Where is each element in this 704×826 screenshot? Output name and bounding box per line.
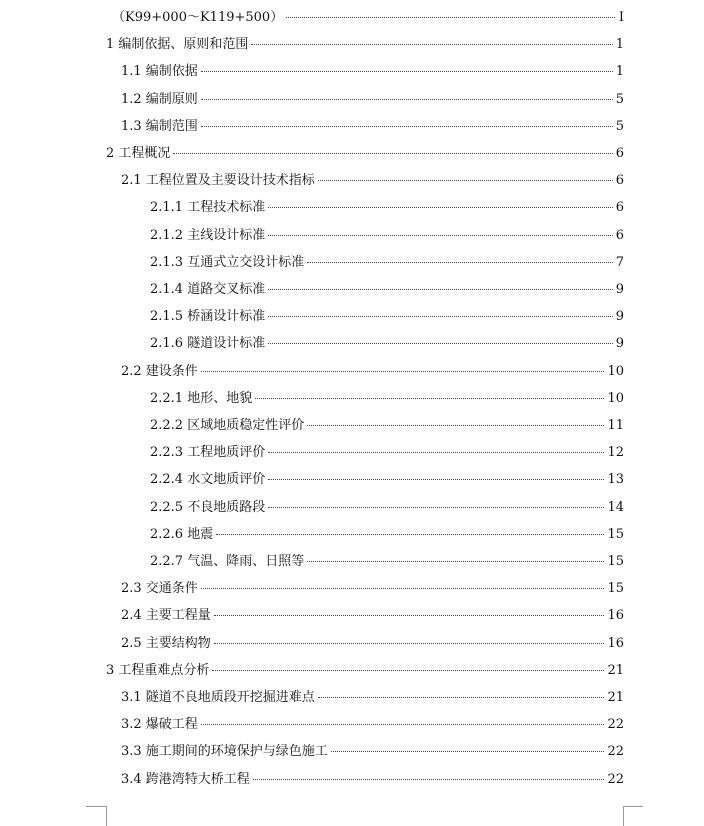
toc-dot-leader bbox=[173, 153, 612, 154]
toc-entry-title: 2.2.7 气温、降雨、日照等 bbox=[150, 554, 305, 569]
toc-entry-title: 2.1.4 道路交叉标准 bbox=[150, 282, 266, 297]
toc-entry-page-number: 10 bbox=[607, 363, 624, 379]
toc-dot-leader bbox=[201, 99, 613, 100]
toc-entry[interactable] bbox=[121, 741, 624, 763]
toc-entry-page-number: 13 bbox=[607, 472, 624, 488]
toc-entry-title: 2.2.2 区域地质稳定性评价 bbox=[150, 418, 305, 433]
toc-dot-leader bbox=[318, 180, 613, 181]
toc-entry-title: 1.3 编制范围 bbox=[121, 118, 198, 134]
toc-entry-title: 2.1 工程位置及主要设计技术指标 bbox=[121, 173, 315, 189]
toc-dot-leader bbox=[307, 262, 613, 263]
toc-entry-page-number: 6 bbox=[615, 200, 624, 216]
toc-dot-leader bbox=[331, 751, 605, 752]
toc-entry[interactable] bbox=[112, 7, 624, 29]
toc-entry[interactable] bbox=[150, 469, 624, 491]
toc-entry-page-number: 22 bbox=[607, 717, 624, 733]
toc-dot-leader bbox=[268, 235, 613, 236]
toc-entry[interactable] bbox=[121, 170, 624, 192]
toc-entry-page-number: 16 bbox=[607, 608, 624, 624]
toc-dot-leader bbox=[201, 71, 613, 72]
toc-dot-leader bbox=[268, 507, 604, 508]
toc-entry-title: 2 工程概况 bbox=[106, 146, 171, 161]
toc-entry-title: 2.2 建设条件 bbox=[121, 363, 198, 379]
toc-entry[interactable] bbox=[150, 197, 624, 219]
toc-dot-leader bbox=[214, 643, 605, 644]
toc-entry[interactable] bbox=[150, 551, 624, 573]
toc-entry-page-number: 7 bbox=[615, 254, 624, 270]
toc-entry-page-number: 1 bbox=[615, 37, 624, 53]
toc-dot-leader bbox=[268, 316, 613, 317]
toc-entry-page-number: 15 bbox=[607, 554, 624, 569]
toc-entry-title: 2.4 主要工程量 bbox=[121, 608, 211, 624]
toc-entry-title: 2.2.1 地形、地貌 bbox=[150, 390, 253, 406]
toc-dot-leader bbox=[268, 343, 613, 344]
toc-entry[interactable] bbox=[150, 252, 624, 274]
toc-dot-leader bbox=[268, 452, 604, 453]
toc-entry[interactable] bbox=[121, 769, 624, 791]
toc-dot-leader bbox=[286, 17, 615, 18]
toc-entry[interactable] bbox=[121, 578, 624, 600]
page-corner-mark-bottom-right-vertical bbox=[623, 806, 624, 826]
toc-entry[interactable] bbox=[106, 143, 624, 165]
toc-entry-page-number: 15 bbox=[607, 526, 624, 542]
toc-entry-page-number: 12 bbox=[607, 445, 624, 461]
page-corner-mark-bottom-left bbox=[86, 806, 106, 807]
toc-dot-leader bbox=[268, 207, 613, 208]
toc-entry-page-number: 9 bbox=[615, 282, 624, 297]
toc-entry[interactable] bbox=[150, 279, 624, 301]
toc-entry[interactable] bbox=[150, 333, 624, 355]
toc-entry-page-number: 9 bbox=[615, 309, 624, 325]
toc-entry-title: 3.3 施工期间的环境保护与绿色施工 bbox=[121, 744, 328, 760]
toc-dot-leader bbox=[255, 398, 604, 399]
toc-entry-title: 2.2.3 工程地质评价 bbox=[150, 445, 266, 461]
toc-dot-leader bbox=[268, 289, 613, 290]
toc-dot-leader bbox=[201, 126, 613, 127]
toc-entry-title: 2.1.2 主线设计标准 bbox=[150, 227, 266, 243]
toc-entry-title: 2.1.6 隧道设计标准 bbox=[150, 336, 266, 352]
toc-entry-title: 2.5 主要结构物 bbox=[121, 635, 211, 651]
toc-dot-leader bbox=[212, 670, 604, 671]
toc-entry-title: 3.1 隧道不良地质段开挖掘进难点 bbox=[121, 690, 315, 705]
toc-entry[interactable] bbox=[150, 388, 624, 410]
page-corner-mark-bottom-left-vertical bbox=[106, 806, 107, 826]
toc-entry[interactable] bbox=[106, 34, 624, 56]
toc-dot-leader bbox=[201, 724, 605, 725]
toc-dot-leader bbox=[318, 697, 605, 698]
toc-entry-page-number: 16 bbox=[607, 635, 624, 651]
toc-entry[interactable] bbox=[121, 605, 624, 627]
toc-entry-page-number: 6 bbox=[615, 227, 624, 243]
toc-entry-page-number: 9 bbox=[615, 336, 624, 352]
toc-entry[interactable] bbox=[121, 633, 624, 655]
page-corner-mark-bottom-right bbox=[623, 806, 643, 807]
toc-entry-page-number: 1 bbox=[615, 64, 624, 80]
toc-dot-leader bbox=[201, 371, 605, 372]
toc-dot-leader bbox=[214, 615, 605, 616]
toc-entry[interactable] bbox=[121, 687, 624, 709]
toc-entry-title: 2.1.3 互通式立交设计标准 bbox=[150, 254, 305, 270]
toc-entry-title: 2.2.4 水文地质评价 bbox=[150, 472, 266, 488]
toc-entry-page-number: 14 bbox=[607, 499, 624, 515]
toc-entry-title: 3.4 跨港湾特大桥工程 bbox=[121, 771, 250, 787]
toc-entry-title: 2.2.5 不良地质路段 bbox=[150, 499, 266, 515]
toc-entry[interactable] bbox=[150, 497, 624, 519]
toc-entry[interactable] bbox=[150, 306, 624, 328]
toc-entry[interactable] bbox=[121, 361, 624, 383]
toc-entry[interactable] bbox=[121, 116, 624, 138]
toc-entry-page-number: 6 bbox=[615, 146, 624, 161]
toc-entry-page-number: 15 bbox=[607, 581, 624, 597]
toc-entry-page-number: 11 bbox=[607, 418, 624, 433]
toc-entry[interactable] bbox=[150, 225, 624, 247]
toc-entry-title: 2.3 交通条件 bbox=[121, 581, 198, 597]
toc-entry-title: 2.1.1 工程技术标准 bbox=[150, 200, 266, 216]
toc-dot-leader bbox=[251, 44, 612, 45]
toc-entry-page-number: 21 bbox=[607, 690, 624, 705]
toc-entry-page-number: 6 bbox=[615, 173, 624, 189]
toc-entry-title: （K99+000～K119+500） bbox=[112, 10, 284, 25]
toc-entry-page-number: I bbox=[618, 10, 624, 25]
toc-dot-leader bbox=[216, 534, 604, 535]
toc-entry-page-number: 21 bbox=[607, 662, 624, 678]
toc-entry-title: 1.1 编制依据 bbox=[121, 64, 198, 80]
toc-entry-title: 1 编制依据、原则和范围 bbox=[106, 37, 249, 53]
toc-dot-leader bbox=[307, 561, 604, 562]
toc-entry-title: 3 工程重难点分析 bbox=[106, 662, 210, 678]
toc-entry[interactable] bbox=[150, 524, 624, 546]
toc-dot-leader bbox=[201, 588, 605, 589]
toc-entry-page-number: 5 bbox=[615, 91, 624, 107]
toc-entry[interactable] bbox=[150, 442, 624, 464]
toc-entry-page-number: 10 bbox=[607, 390, 624, 406]
toc-entry-title: 3.2 爆破工程 bbox=[121, 717, 198, 733]
toc-dot-leader bbox=[253, 779, 605, 780]
toc-entry[interactable] bbox=[121, 714, 624, 736]
toc-entry[interactable] bbox=[121, 89, 624, 111]
toc-dot-leader bbox=[268, 479, 604, 480]
toc-dot-leader bbox=[307, 425, 604, 426]
toc-entry[interactable] bbox=[106, 660, 624, 682]
toc-entry-page-number: 22 bbox=[607, 744, 624, 760]
toc-entry-title: 2.1.5 桥涵设计标准 bbox=[150, 309, 266, 325]
toc-entry[interactable] bbox=[121, 61, 624, 83]
toc-entry-page-number: 22 bbox=[607, 771, 624, 787]
toc-entry-page-number: 5 bbox=[615, 118, 624, 134]
toc-entry[interactable] bbox=[150, 415, 624, 437]
toc-entry-title: 2.2.6 地震 bbox=[150, 526, 214, 542]
toc-entry-title: 1.2 编制原则 bbox=[121, 91, 198, 107]
